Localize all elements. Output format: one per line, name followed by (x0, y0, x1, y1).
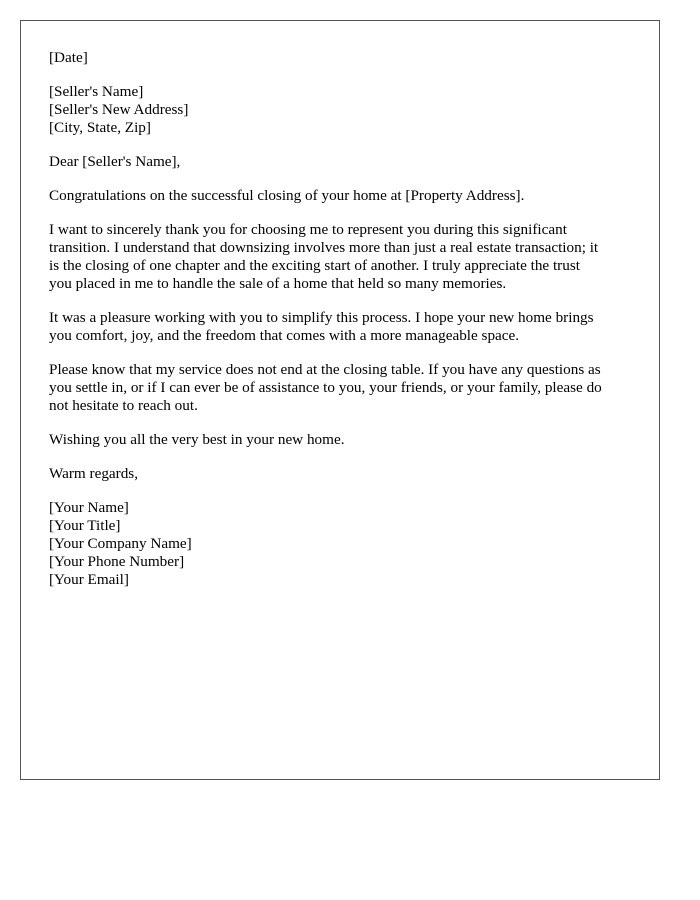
paragraph-line: not hesitate to reach out. (49, 397, 198, 414)
paragraph-line: you settle in, or if I can ever be of assistance to you, your friends, or your family, please do (49, 379, 602, 396)
letter-page (20, 20, 660, 780)
recipient-name: [Seller's Name] (49, 83, 144, 100)
paragraph-line: you placed in me to handle the sale of a home that held so many memories. (49, 275, 507, 292)
signature-email: [Your Email] (49, 571, 129, 588)
recipient-street-address: [Seller's New Address] (49, 101, 189, 118)
recipient-address (49, 83, 639, 137)
salutation (49, 153, 639, 171)
paragraph-congratulations (49, 187, 639, 205)
date-line (49, 49, 639, 67)
signature-phone: [Your Phone Number] (49, 553, 185, 570)
paragraph-line: I want to sincerely thank you for choosing me to represent you during this significant (49, 221, 567, 238)
paragraph-thanks (49, 221, 639, 293)
paragraph-wishes (49, 431, 639, 449)
paragraph-line: transition. I understand that downsizing involves more than just a real estate transaction; it (49, 239, 599, 256)
signature-title: [Your Title] (49, 517, 121, 534)
paragraph-service (49, 361, 639, 415)
closing-text: Warm regards, (49, 465, 139, 482)
paragraph-line: Please know that my service does not end at the closing table. If you have any questions as (49, 361, 601, 378)
paragraph-line: is the closing of one chapter and the exciting start of another. I truly appreciate the trust (49, 257, 580, 274)
letter-body (49, 49, 639, 605)
closing (49, 465, 639, 483)
paragraph-line: It was a pleasure working with you to simplify this process. I hope your new home brings (49, 309, 594, 326)
paragraph-line: Wishing you all the very best in your new home. (49, 431, 345, 448)
paragraph-pleasure (49, 309, 639, 345)
signature-name: [Your Name] (49, 499, 129, 516)
paragraph-line: Congratulations on the successful closing of your home at [Property Address]. (49, 187, 525, 204)
date-text: [Date] (49, 49, 88, 66)
salutation-text: Dear [Seller's Name], (49, 153, 181, 170)
recipient-city-state-zip: [City, State, Zip] (49, 119, 151, 136)
signature-block (49, 499, 639, 589)
signature-company: [Your Company Name] (49, 535, 192, 552)
paragraph-line: you comfort, joy, and the freedom that comes with a more manageable space. (49, 327, 520, 344)
